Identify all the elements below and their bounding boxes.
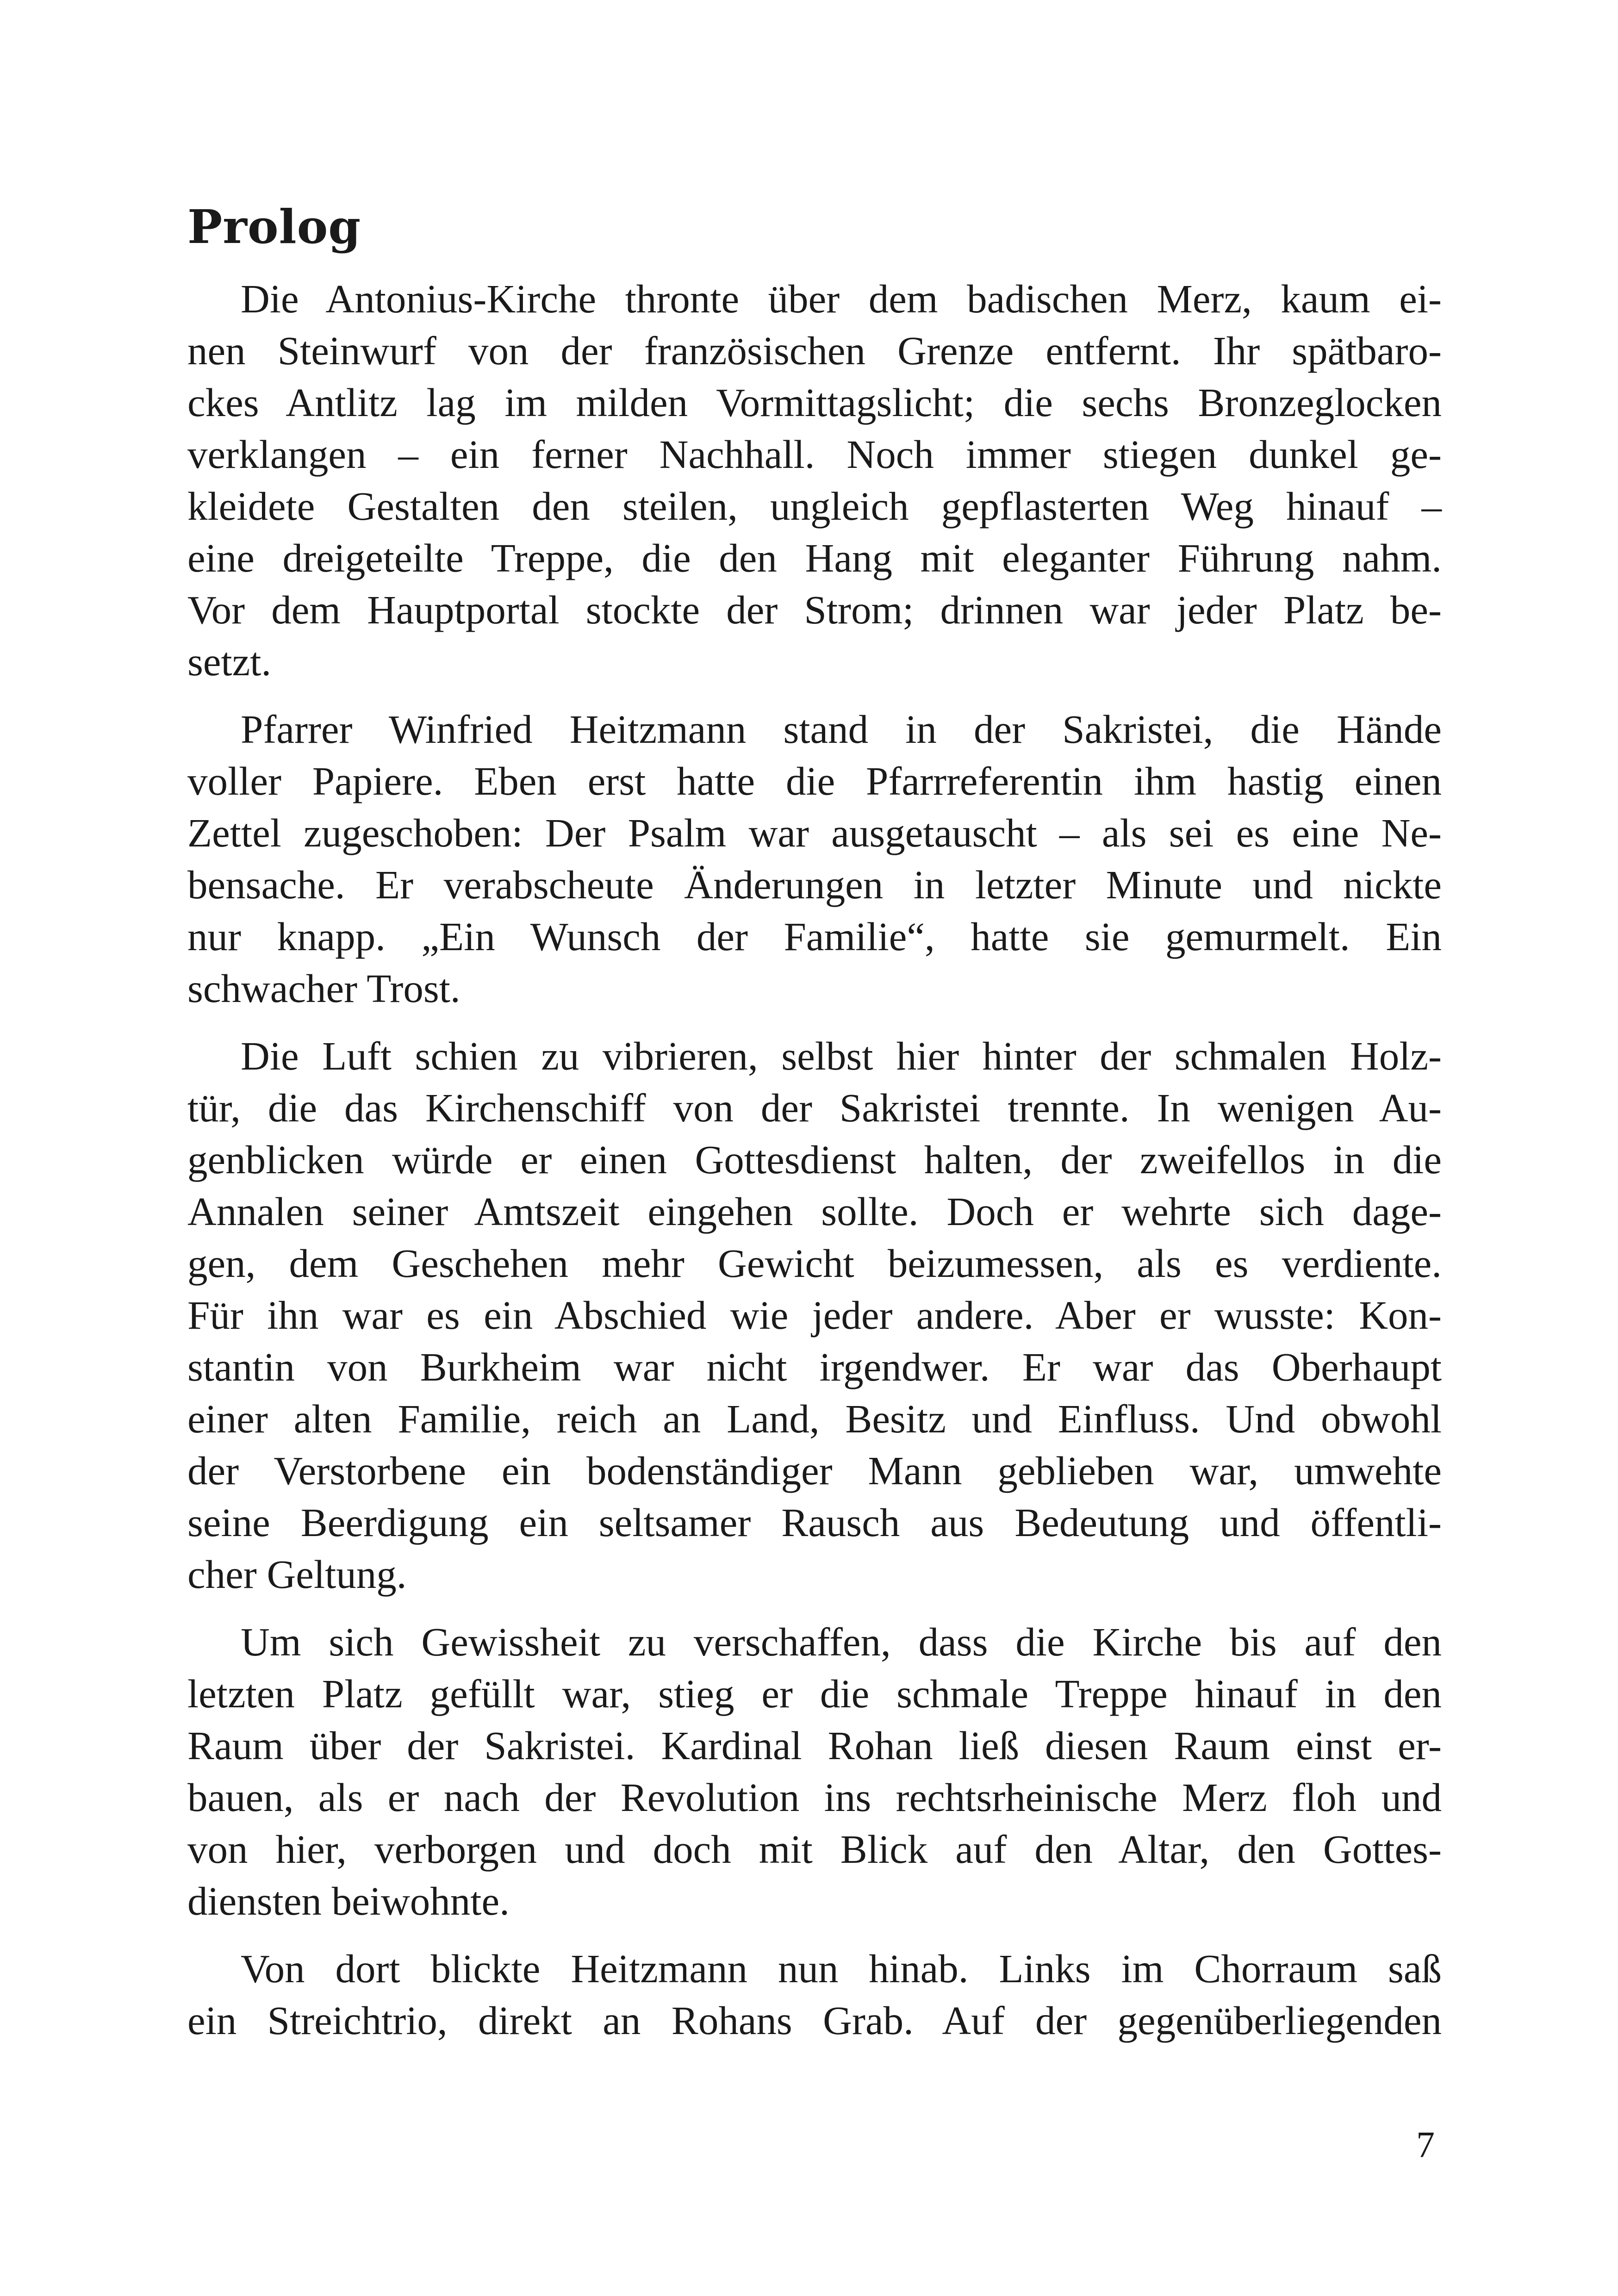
text-line: kleidete Gestalten den steilen, ungleich gepflasterten Weg hinauf – [187,484,1442,529]
text-line: einer alten Familie, reich an Land, Besitz und Einfluss. Und obwohl [187,1396,1442,1441]
text-line: seine Beerdigung ein seltsamer Rausch aus Bedeutung und öffentli- [187,1500,1442,1545]
text-line: Raum über der Sakristei. Kardinal Rohan ließ diesen Raum einst er- [187,1723,1442,1768]
body-text [187,273,1442,2047]
text-line: der Verstorbene ein bodenständiger Mann geblieben war, umwehte [187,1448,1442,1493]
paragraph [187,1030,1442,1600]
chapter-heading: Prolog [187,199,361,254]
text-line: diensten beiwohnte. [187,1879,510,1923]
paragraph [187,273,1442,688]
text-line: bauen, als er nach der Revolution ins rechtsrheinische Merz floh und [187,1775,1442,1820]
text-line: Annalen seiner Amtszeit eingehen sollte. Doch er wehrte sich dage- [187,1189,1442,1234]
text-line: nur knapp. „Ein Wunsch der Familie“, hatte sie gemurmelt. Ein [187,914,1442,959]
paragraph [187,703,1442,1014]
text-line: Pfarrer Winfried Heitzmann stand in der Sakristei, die Hände [241,707,1442,752]
text-line: verklangen – ein ferner Nachhall. Noch immer stiegen dunkel ge- [187,432,1442,477]
text-line: voller Papiere. Eben erst hatte die Pfarrreferentin ihm hastig einen [187,759,1442,803]
text-line: tür, die das Kirchenschiff von der Sakristei trennte. In wenigen Au- [187,1085,1442,1130]
page-number: 7 [1416,2125,1435,2165]
text-line: ckes Antlitz lag im milden Vormittagslicht; die sechs Bronzeglocken [187,380,1442,425]
text-line: Vor dem Hauptportal stockte der Strom; drinnen war jeder Platz be- [187,587,1442,632]
text-line: genblicken würde er einen Gottesdienst halten, der zweifellos in die [187,1137,1442,1182]
text-line: gen, dem Geschehen mehr Gewicht beizumessen, als es verdiente. [187,1241,1442,1286]
text-line: Um sich Gewissheit zu verschaffen, dass die Kirche bis auf den [241,1619,1442,1664]
text-line: Die Luft schien zu vibrieren, selbst hier hinter der schmalen Holz- [241,1033,1442,1078]
text-line: Von dort blickte Heitzmann nun hinab. Links im Chorraum saß [241,1946,1442,1991]
text-line: ein Streichtrio, direkt an Rohans Grab. Auf der gegenüberliegenden [187,1998,1442,2043]
text-line: Die Antonius-Kirche thronte über dem badischen Merz, kaum ei- [241,276,1442,321]
text-line: cher Geltung. [187,1552,407,1597]
text-line: letzten Platz gefüllt war, stieg er die schmale Treppe hinauf in den [187,1671,1442,1716]
text-line: Für ihn war es ein Abschied wie jeder andere. Aber er wusste: Kon- [187,1293,1442,1338]
text-line: Zettel zugeschoben: Der Psalm war ausgetauscht – als sei es eine Ne- [187,810,1442,855]
paragraph [187,1943,1442,2047]
book-page [187,199,1442,2062]
text-line: bensache. Er verabscheute Änderungen in letzter Minute und nickte [187,862,1442,907]
text-line: von hier, verborgen und doch mit Blick auf den Altar, den Gottes- [187,1827,1442,1872]
text-line: nen Steinwurf von der französischen Grenze entfernt. Ihr spätbaro- [187,328,1442,373]
text-line: schwacher Trost. [187,966,461,1011]
text-line: setzt. [187,639,272,684]
text-line: stantin von Burkheim war nicht irgendwer. Er war das Oberhaupt [187,1344,1442,1389]
text-line: eine dreigeteilte Treppe, die den Hang mit eleganter Führung nahm. [187,535,1442,580]
paragraph [187,1616,1442,1927]
